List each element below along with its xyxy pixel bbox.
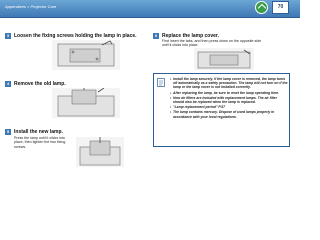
step-6-illustration [194, 48, 254, 70]
note-icon [157, 78, 166, 87]
step-3-illustration [52, 40, 120, 70]
page-number: 70 [277, 4, 284, 10]
note-item: • After replacing the lamp, be sure to reset the lamp operating time. [170, 91, 288, 95]
step-4-badge: 4 [6, 81, 10, 86]
step-6-badge: 6 [154, 33, 158, 38]
page-header [0, 0, 300, 17]
step-4-title: Remove the old lamp. [14, 81, 66, 87]
note-item: • Install the lamp securely. If the lamp cover is removed, the lamp turns off automatically as a safety precaution. The lamp will not turn on if the lamp or the lamp cover is not installed correctly. [170, 77, 288, 90]
note-box [153, 73, 290, 147]
page-number-box [272, 1, 289, 14]
step-6-text: First insert the tabs, and then press down on the opposite side until it clicks into place. [162, 39, 262, 48]
step-6-title: Replace the lamp cover. [162, 33, 219, 39]
note-item: • Now air filters are included with replacement lamps. The air filter should also be replaced when the lamp is replaced. [170, 96, 288, 104]
step-3-title: Loosen the fixing screws holding the lamp in place. [14, 33, 137, 39]
note-link[interactable]: • "Lamp replacement period" P.57 [170, 105, 288, 109]
breadcrumb: Appendixes > Projector Care [5, 4, 57, 9]
step-3-badge: 3 [6, 33, 10, 38]
step-5-text: Press the lamp until it clicks into place, then tighten the two fixing screws. [14, 136, 66, 149]
step-5-illustration [76, 137, 124, 167]
note-item: • The lamp contains mercury. Dispose of used lamps properly in accordance with your local regulations. [170, 110, 288, 118]
note-list [170, 77, 288, 120]
step-4-illustration [52, 88, 120, 118]
step-5-badge: 5 [6, 129, 10, 134]
header-divider [0, 17, 300, 18]
step-5-title: Install the new lamp. [14, 129, 63, 135]
top-arrow-icon[interactable] [255, 1, 268, 14]
